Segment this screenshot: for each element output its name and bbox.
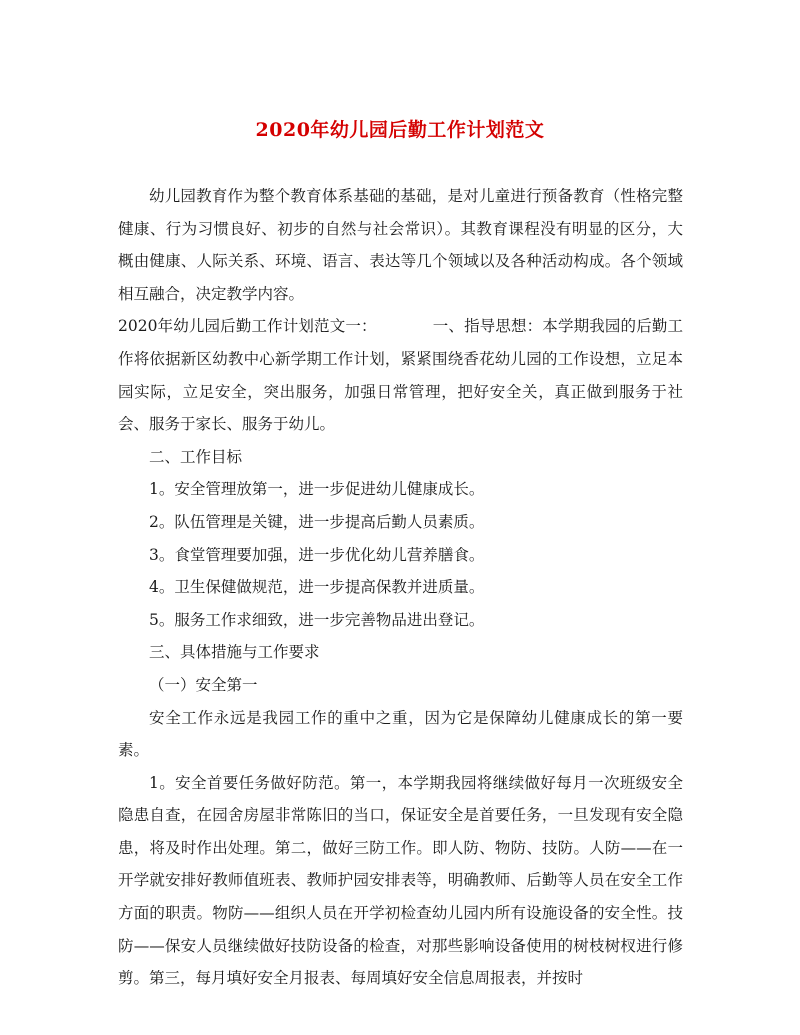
section-heading-goals: 二、工作目标 (149, 447, 243, 466)
safety-intro-paragraph: 安全工作永远是我园工作的重中之重，因为它是保障幼儿健康成长的第一要素。 (118, 708, 683, 760)
safety-item-paragraph: 1。安全首要任务做好防范。第一，本学期我园将继续做好每月一次班级安全隐患自查，在园舍房屋非常陈旧的当口，保证安全是首要任务，一旦发现有安全隐患，将及时作出处理。第二，做好三防工作。即人防、物防、技防。人防——在一开学就安排好教师值班表、教师护园安排表等，明确教师、后勤等人员在安全工作方面的职责。物防——组织人员在开学初检查幼儿园内所有设施设备的安全性。技防——保安人员继续做好技防设备的检查，对那些影响设备使用的树枝树杈进行修剪。第三，每月填好安全月报表、每周填好安全信息周报表，并按时 (118, 773, 683, 988)
goal-item: 2。队伍管理是关键，进一步提高后勤人员素质。 (149, 512, 485, 531)
goal-item: 5。服务工作求细致，进一步完善物品进出登记。 (149, 610, 485, 629)
guiding-text: 一、指导思想：本学期我园的后勤工作将依据新区幼教中心新学期工作计划，紧紧围绕香花幼儿园的工作设想，立足本园实际，立足安全，突出服务，加强日常管理，把好安全关，真正做到服务于社会、服务于家长、服务于幼儿。 (118, 317, 683, 434)
guiding-paragraph (118, 310, 683, 440)
goal-item: 4。卫生保健做规范，进一步提高保教并进质量。 (149, 578, 485, 597)
document-body (118, 180, 683, 995)
document-title: 2020年幼儿园后勤工作计划范文 (255, 119, 545, 141)
subsection-heading-safety: （一）安全第一 (149, 675, 258, 694)
goal-item: 1。安全管理放第一，进一步促进幼儿健康成长。 (149, 480, 485, 499)
intro-paragraph: 幼儿园教育作为整个教育体系基础的基础，是对儿童进行预备教育（性格完整健康、行为习惯良好、初步的自然与社会常识）。其教育课程没有明显的区分，大概由健康、人际关系、环境、语言、表达等几个领域以及各种活动构成。各个领域相互融合，决定教学内容。 (118, 187, 683, 303)
sample-label: 2020年幼儿园后勤工作计划范文一： (118, 317, 377, 336)
goal-item: 3。食堂管理要加强，进一步优化幼儿营养膳食。 (149, 545, 485, 564)
section-heading-measures: 三、具体措施与工作要求 (149, 643, 320, 662)
